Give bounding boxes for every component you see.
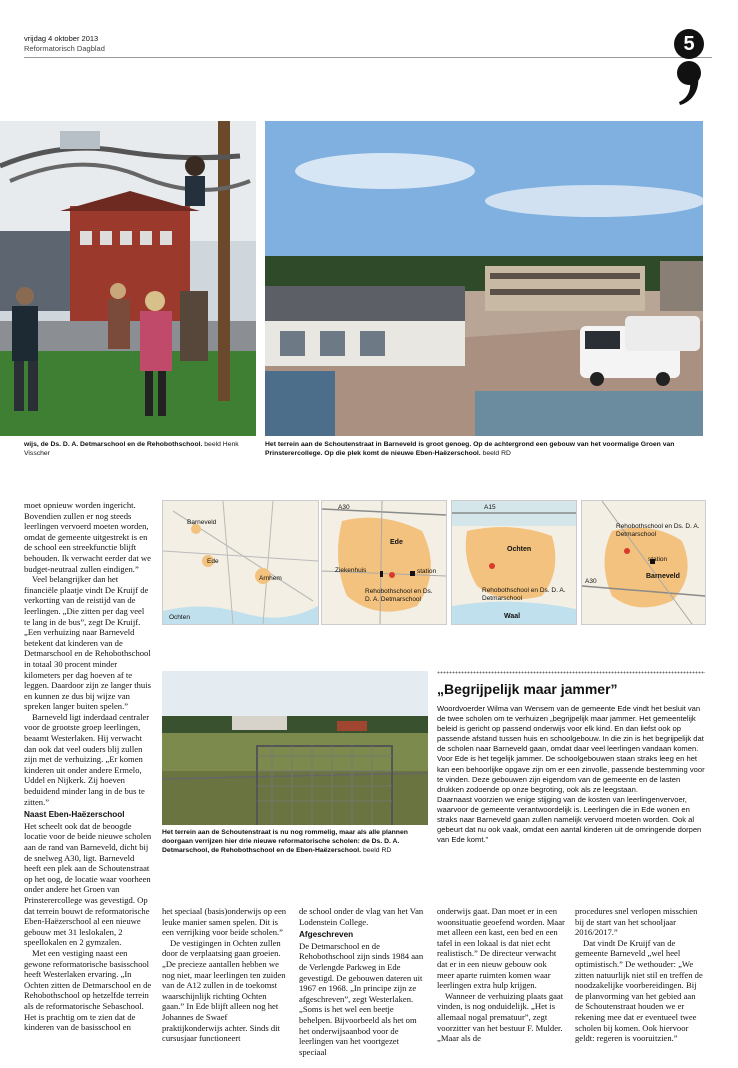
paragraph: Daarnaast voorzien we enige stijging van de kosten van leerlingenvervoer, waarvoor de gemeente verantwoordelijk is. Leerlingen die in Ede wonen en straks naar Barneveld gaan zullen namelijk vervoerd moeten worden. Ook al gebeurt dat nu ook vaak, omdat een aantal kinderen uit de omringende dorpen van Ede komt.” xyxy=(437,794,702,845)
map-label-school: Rehobothschool en Ds. D. A. Detmarschool xyxy=(482,587,566,602)
map-label-station: station xyxy=(417,568,437,575)
paragraph: De vestigingen in Ochten zullen door de verplaatsing gaan groeien. „De precieze aantallen hebben we nog niet, maar leerlingen ten zuiden van de A12 zullen in de toekomst waarschijnlijk richting Ochten gaan.” In Ede blijft alleen nog het Johannes de Swaef praktijkonderwijs achter. Sinds dit cursusjaar functioneert xyxy=(162,937,286,1044)
sidebar-text xyxy=(437,704,705,845)
caption-bold: Het terrein aan de Schoutenstraat in Barneveld is groot genoeg. Op de achtergrond een gebouw van het voormalige Groen van Prinsterercollege. Op die plek komt de nieuwe Eben-Haëzerschool. xyxy=(265,441,675,458)
map-label-ochten: Ochten xyxy=(169,614,190,621)
photo-field-caption xyxy=(162,828,428,856)
caption-bold: Het terrein aan de Schoutenstraat is nu nog rommelig, maar als alle plannen doorgaan verrijzen hier drie nieuwe reformatorische scholen: de Ds. D. A. Detmarschool, de Rehobothschool en de Eben-Haëzerschool. xyxy=(162,829,408,855)
map-label-ziekenhuis: Ziekenhuis xyxy=(335,567,367,574)
paragraph: onderwijs gaat. Dan moet er in een woonsituatie geoefend worden. Maar met alleen een kast, een bed en een tafel in een lokaal is dat niet echt realistisch.” De directeur verwacht dat er in een nieuw gebouw ook meer aparte ruimten komen waar leerlingen extra hulp krijgen. xyxy=(437,906,565,991)
paragraph: Woordvoerder Wilma van Wensem van de gemeente Ede vindt het besluit van de twee scholen om te verhuizen „begrijpelijk maar jammer. Het gemeentelijk beleid is gericht op passend onderwijs voor elk kind. En dan liefst ook op passende afstand tussen huis en schoolgebouw. In die zin is het begrijpelijk dat de scholen naar Barneveld gaan, omdat daar veel leerlingen vandaan komen. xyxy=(437,704,704,754)
subheading: Afgeschreven xyxy=(299,930,354,940)
issue-date: vrijdag 4 oktober 2013 xyxy=(24,34,99,43)
paragraph: procedures snel verlopen misschien bij de start van het schooljaar 2016/2017.” xyxy=(575,906,698,938)
paragraph: Voor Ede is het tegelijk jammer. De schoolgebouwen staan straks leeg en het kan een behoorlijke opgave zijn om er een zinvolle, passende bestemming voor te vinden. Deze gebouwen zijn eigendom van de gemeente en de lasten drukken zodoende op onze begroting, ook als ze leegstaan. xyxy=(437,754,705,794)
map-label-barneveld: Barneveld xyxy=(187,519,217,526)
paragraph: Barneveld ligt inderdaad centraler voor de grootste groep leerlingen, beaamt Westerlaken. Hij verwacht dan ook dat veel ouders blij zullen zijn met de verhuizing. „Er komen kinderen uit onder andere Ermelo, Uddel en Nijkerk. Zij hoeven beduidend minder lang in de bus te zitten.” xyxy=(24,711,150,807)
paragraph: Dat vindt De Kruijf van de gemeente Barneveld „wel heel optimistisch.” De wethouder: „We zitten natuurlijk niet stil en treffen de noodzakelijke voorbereidingen. Bij de planvorming van het gebied aan de Schoutenstraat houden we er rekening mee dat er eventueel twee scholen bij komen. Ook hiervoor geldt: regeren is vooruitzien.” xyxy=(575,937,703,1044)
photo-playground xyxy=(0,121,256,436)
paragraph: Met een vestiging naast een gewone reformatorische basisschool heeft Westerlaken ervaring. „In Ochten zitten de Detmarschool en de Rehobothschool op hetzelfde terrein als de reformatorische Sebaschool. Het is prachtig om te zien dat de kinderen van de basisschool en xyxy=(24,947,152,1033)
paragraph: De Detmarschool en de Rehobothschool zijn sinds 1984 aan de Verlengde Parkweg in Ede gevestigd. De gebouwen dateren uit 1967 en 1968. „In principe zijn ze afgeschreven”, zegt Westerlaken. „Soms is het wel een beetje behelpen. Bijvoorbeeld als het om het onderwijsaanbod voor de leerlingen van het voortgezet speciaal xyxy=(299,940,424,1057)
subheading: Naast Eben-Haëzerschool xyxy=(24,810,125,820)
map-label-school: Rehobothschool en Ds. D. A. Detmarschool xyxy=(616,523,700,538)
map-label-town: Ochten xyxy=(507,546,532,553)
paragraph: moet opnieuw worden ingericht. Bovendien zullen er nog steeds leerlingen vervoerd moeten worden, omdat de gemeente uitgestrekt is en de school een streekfunctie blijft behouden. Ik verwacht eerder dat we budget-neutraal zullen eindigen.” xyxy=(24,500,151,574)
schoutenstraat-image xyxy=(265,121,703,436)
newspaper-name: Reformatorisch Dagblad xyxy=(24,44,105,53)
map-label-river: Waal xyxy=(504,613,521,620)
caption-credit: beeld Henk Visscher xyxy=(24,441,239,458)
map-label-town: Ede xyxy=(390,539,403,546)
caption-credit: beeld RD xyxy=(362,847,392,855)
article-column-4 xyxy=(437,906,565,1044)
caption-bold: wijs, de Ds. D. A. Detmarschool en de Rehobothschool. xyxy=(24,441,203,448)
paragraph: Wanneer de verhuizing plaats gaat vinden, is nog onduidelijk. „Het is allemaal nogal prematuur”, zegt voorzitter van het bestuur F. Mulder. „Maar als de xyxy=(437,990,564,1044)
article-column-1 xyxy=(24,500,152,1033)
map-ochten xyxy=(451,500,577,625)
map-label-road: A30 xyxy=(585,578,597,585)
map-label-road: A30 xyxy=(338,504,350,511)
playground-image xyxy=(0,121,256,436)
paragraph: Het scheelt ook dat de beoogde locatie voor de beide nieuwe scholen aan de rand van Barneveld, dicht bij de snelweg A30, ligt. Barneveld heeft een plek aan de Schoutenstraat op het oog, de locatie waar voorheen onder andere het Groen van Prinsterercollege was gevestigd. Op dat terrein bouwt de reformatorische Eben-Haëzerschool al een nieuwe gebouw met 31 leslokalen, 2 speellokalen en 2 gymzalen. xyxy=(24,820,152,948)
field-image xyxy=(162,671,428,825)
paragraph: de school onder de vlag van het Van Lodenstein College. xyxy=(299,906,424,927)
map-label-road: A15 xyxy=(484,504,496,511)
map-barneveld xyxy=(581,500,706,625)
map-label-town: Barneveld xyxy=(646,573,680,580)
article-column-2 xyxy=(162,906,289,1044)
paragraph: het speciaal (basis)onderwijs op een leuke manier samen spelen. Dit is een verrijking voor beide scholen.” xyxy=(162,906,287,938)
map-region xyxy=(162,500,319,625)
header-rule xyxy=(24,57,712,58)
map-ede xyxy=(321,500,447,625)
article-column-3 xyxy=(299,906,427,1057)
photo-schoutenstraat-caption xyxy=(265,440,703,458)
page-number-badge: 5 xyxy=(674,29,704,59)
photo-schoutenstraat xyxy=(265,121,703,436)
sidebar-title: „Begrijpelijk maar jammer” xyxy=(437,681,618,697)
comma-logo-icon xyxy=(676,60,702,106)
map-label-school: Rehobothschool en Ds. D. A. Detmarschool xyxy=(365,588,433,603)
sidebar-dotted-rule xyxy=(437,671,705,674)
photo-field xyxy=(162,671,428,825)
caption-credit: beeld RD xyxy=(482,450,511,458)
article-column-5 xyxy=(575,906,705,1044)
map-label-ede: Ede xyxy=(207,558,219,565)
paragraph: Veel belangrijker dan het financiële plaatje vindt De Kruijf de verkorting van de reistijd van de leerlingen. „Die zitten per dag veel te lang in de bus”, zegt De Kruijf. „Een verhuizing naar Barneveld betekent dat kinderen van de Detmarschool en de Rehobothschool in totaal 30 procent minder kilometers per dag hoeven af te leggen. Daardoor zijn ze langer thuis en kunnen ze dus bij wijze van spreken langer buiten spelen.” xyxy=(24,574,151,712)
map-label-station: station xyxy=(648,556,668,563)
map-label-arnhem: Arnhem xyxy=(259,575,282,582)
photo-playground-caption xyxy=(24,440,256,458)
